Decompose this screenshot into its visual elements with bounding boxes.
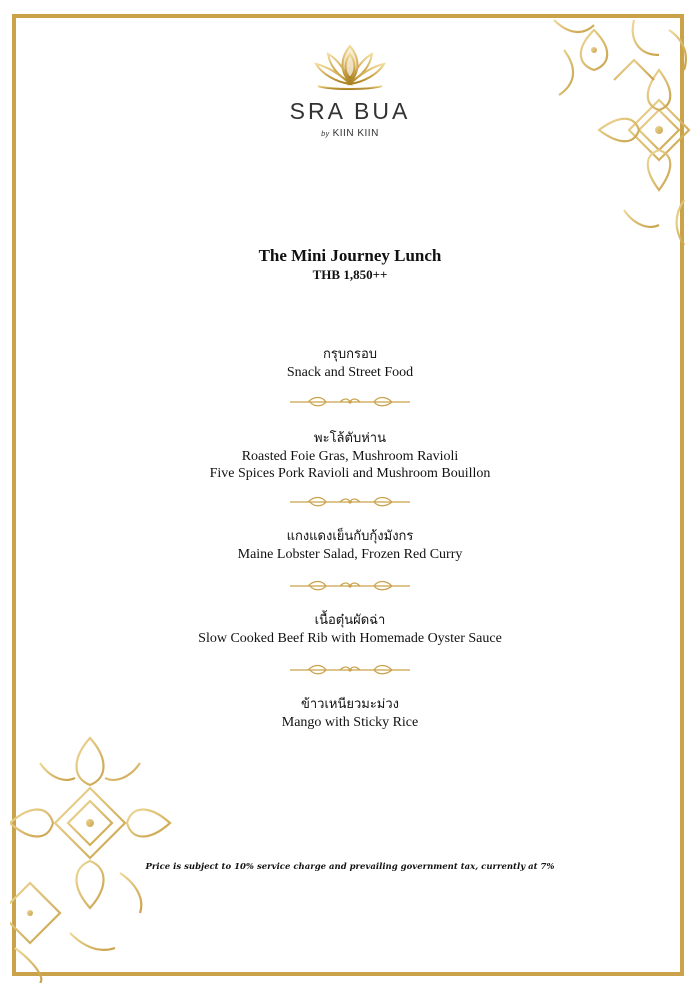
course-5 — [0, 696, 700, 731]
brand-byline — [0, 128, 700, 139]
course-2 — [0, 430, 700, 482]
lotus-icon — [308, 42, 392, 94]
corner-ornament-bottom-left — [10, 733, 180, 983]
course-thai-name: กรุบกรอบ — [322, 347, 378, 362]
course-thai-name: เนื้อตุ๋นผัดฉ่า — [314, 613, 386, 628]
course-4 — [0, 612, 700, 647]
course-thai-name: ข้าวเหนียวมะม่วง — [300, 697, 400, 712]
brand-name: SRA BUA — [289, 98, 411, 124]
flourish-divider — [288, 495, 412, 509]
course-description: Mango with Sticky Rice — [281, 715, 419, 730]
byline-by: by — [321, 131, 330, 138]
flourish-divider — [288, 395, 412, 409]
course-description: Maine Lobster Salad, Frozen Red Curry — [237, 547, 463, 562]
byline-partner: KIIN KIIN — [332, 128, 379, 139]
flourish-divider — [288, 663, 412, 677]
course-description: Slow Cooked Beef Rib with Homemade Oyster Sauce — [198, 631, 502, 646]
restaurant-logo — [0, 42, 700, 139]
price-footnote: Price is subject to 10% service charge and prevailing government tax, currently at 7% — [145, 862, 555, 872]
menu-heading — [0, 246, 700, 283]
course-description: Snack and Street Food — [286, 365, 414, 380]
course-thai-name: พะโล้ตับห่าน — [314, 431, 386, 446]
course-1 — [0, 346, 700, 381]
course-thai-name: แกงแดงเย็นกับกุ้งมังกร — [286, 529, 414, 544]
course-description: Five Spices Pork Ravioli and Mushroom Bouillon — [209, 466, 491, 481]
course-description: Roasted Foie Gras, Mushroom Ravioli — [241, 449, 459, 464]
flourish-divider — [288, 579, 412, 593]
course-3 — [0, 528, 700, 563]
menu-price: THB 1,850++ — [312, 267, 388, 282]
menu-title: The Mini Journey Lunch — [258, 246, 442, 265]
